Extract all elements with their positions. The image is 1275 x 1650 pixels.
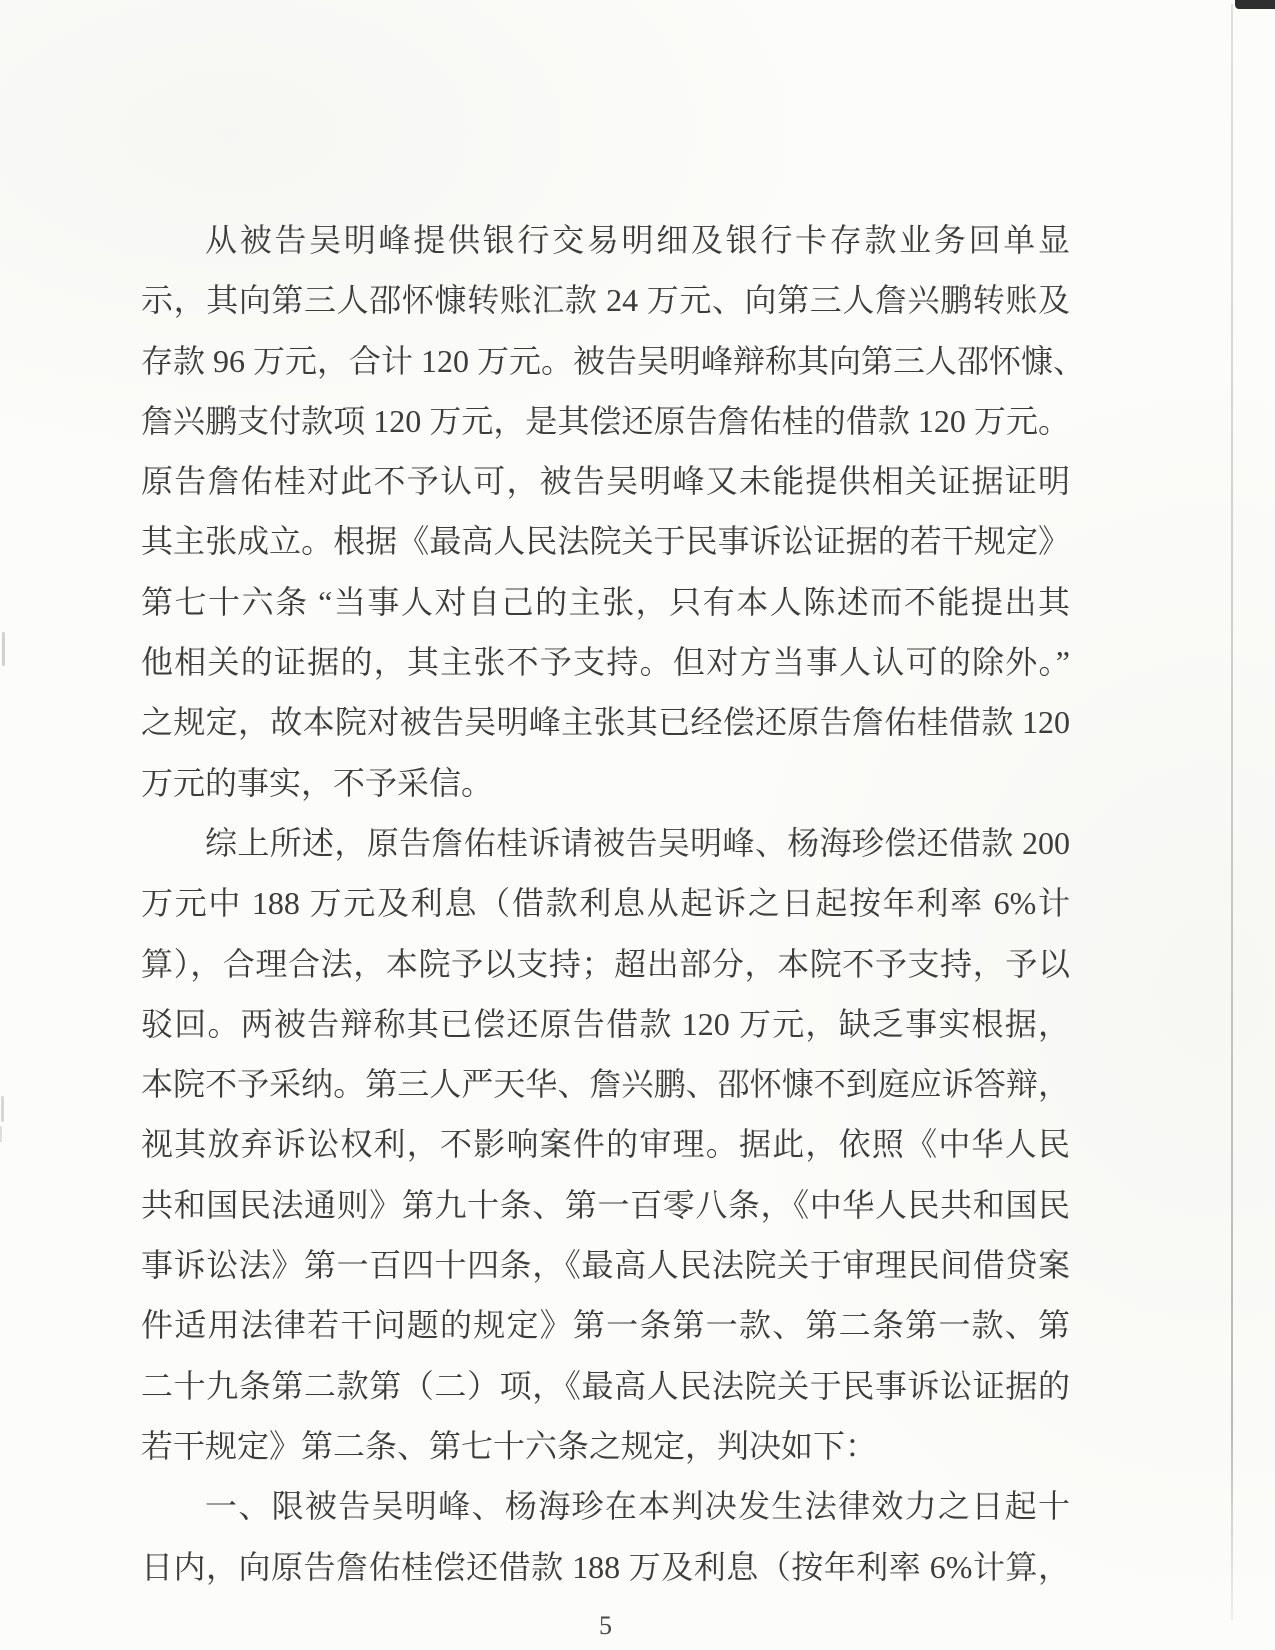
text-line: 二十九条第二款第（二）项，《最高人民法院关于民事诉讼证据的 <box>141 1367 1070 1404</box>
text-line: 从被告吴明峰提供银行交易明细及银行卡存款业务回单显 <box>205 222 1070 258</box>
scan-edge-shadow-line <box>1231 4 1233 1620</box>
text-line: 共和国民法通则》第九十条、第一百零八条，《中华人民共和国民 <box>141 1186 1070 1223</box>
text-line: 示，其向第三人邵怀慷转账汇款 24 万元、向第三人詹兴鹏转账及 <box>141 282 1070 319</box>
judgment-body <box>141 210 1086 1597</box>
text-line: 之规定，故本院对被告吴明峰主张其已经偿还原告詹佑桂借款 120 <box>141 704 1070 741</box>
text-line: 若干规定》第二条、第七十六条之规定，判决如下： <box>141 1427 878 1464</box>
text-line: 他相关的证据的，其主张不予支持。但对方当事人认可的除外。” <box>141 644 1070 681</box>
text-line: 第七十六条 “当事人对自己的主张，只有本人陈述而不能提出其 <box>141 583 1070 620</box>
paragraph-evidence-finding <box>141 210 1086 813</box>
scan-left-smudge <box>0 1126 2 1142</box>
text-line: 万元中 188 万元及利息（借款利息从起诉之日起按年利率 6%计 <box>141 885 1070 922</box>
text-line: 算），合理合法，本院予以支持；超出部分，本院不予支持，予以 <box>141 945 1070 982</box>
text-line: 存款 96 万元，合计 120 万元。被告吴明峰辩称其向第三人邵怀慷、 <box>141 342 1086 379</box>
text-line: 综上所述，原告詹佑桂诉请被告吴明峰、杨海珍偿还借款 200 <box>205 824 1070 861</box>
scan-corner-mark <box>1235 0 1275 9</box>
text-line: 詹兴鹏支付款项 120 万元，是其偿还原告詹佑桂的借款 120 万元。 <box>141 402 1070 439</box>
scan-left-smudge <box>2 632 5 666</box>
paragraph-judgment-item-1 <box>141 1476 1070 1597</box>
text-line: 日内，向原告詹佑桂偿还借款 188 万及利息（按年利率 6%计算， <box>141 1548 1070 1585</box>
text-line: 其主张成立。根据《最高人民法院关于民事诉讼证据的若干规定》 <box>141 523 1070 560</box>
text-line: 一、限被告吴明峰、杨海珍在本判决发生法律效力之日起十 <box>205 1488 1070 1525</box>
text-line: 本院不予采纳。第三人严天华、詹兴鹏、邵怀慷不到庭应诉答辩， <box>141 1066 1070 1103</box>
text-line: 原告詹佑桂对此不予认可，被告吴明峰又未能提供相关证据证明 <box>141 463 1070 500</box>
page-number: 5 <box>599 1611 612 1640</box>
text-line: 件适用法律若干问题的规定》第一条第一款、第二条第一款、第 <box>141 1307 1070 1344</box>
text-line: 视其放弃诉讼权利，不影响案件的审理。据此，依照《中华人民 <box>141 1126 1070 1163</box>
paragraph-conclusion <box>141 813 1070 1476</box>
text-line: 万元的事实，不予采信。 <box>141 764 494 801</box>
text-line: 事诉讼法》第一百四十四条，《最高人民法院关于审理民间借贷案 <box>141 1247 1070 1284</box>
scan-left-smudge <box>1 1096 4 1122</box>
text-line: 驳回。两被告辩称其已偿还原告借款 120 万元，缺乏事实根据， <box>141 1005 1070 1042</box>
